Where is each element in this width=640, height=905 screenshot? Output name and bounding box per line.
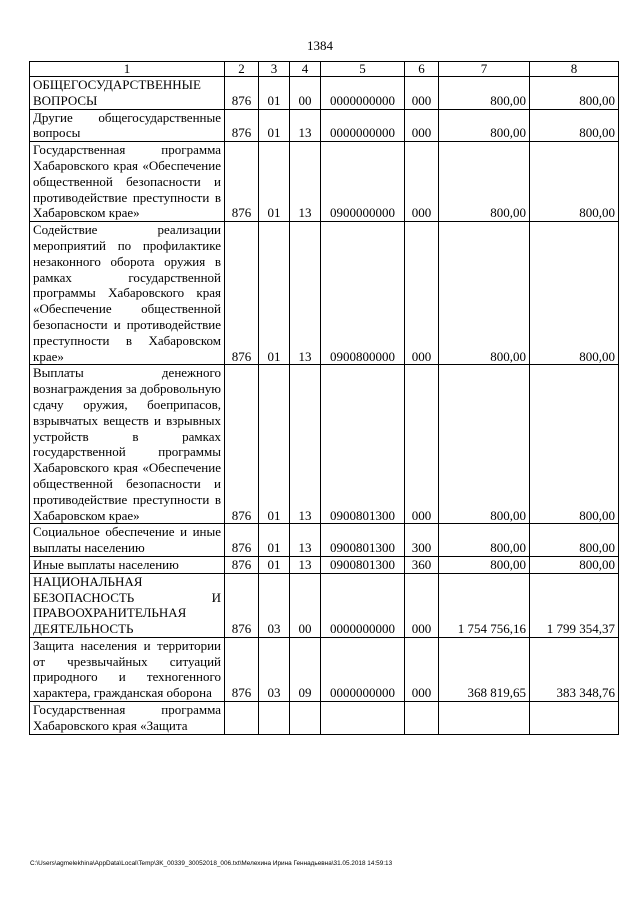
row-vr: 000 <box>405 222 439 365</box>
table-row <box>30 556 619 573</box>
row-ved: 876 <box>225 573 259 637</box>
file-path-footer: C:\Users\agmelekhina\AppData\Local\Temp\3K_00339_30052018_006.txt\Мелехина Ирина Геннадьевна\31.05.2018 14:59:13 <box>30 860 393 867</box>
row-sum-1: 800,00 <box>439 109 530 142</box>
header-cell: 7 <box>439 62 530 77</box>
row-sum-1: 800,00 <box>439 142 530 222</box>
row-ved: 876 <box>225 524 259 557</box>
row-vr: 360 <box>405 556 439 573</box>
row-csr: 0900801300 <box>321 365 405 524</box>
table-row <box>30 142 619 222</box>
row-vr: 000 <box>405 77 439 110</box>
row-name: Выплаты денежного вознаграждения за добровольную сдачу оружия, боеприпасов, взрывчатых веществ и взрывных устройств в рамках государственной программы Хабаровского края «Обеспечение общественной безопасности и противодействие преступности в Хабаровском крае» <box>30 365 225 524</box>
row-vr: 000 <box>405 142 439 222</box>
row-name: НАЦИОНАЛЬНАЯ БЕЗОПАСНОСТЬ И ПРАВООХРАНИТЕЛЬНАЯ ДЕЯТЕЛЬНОСТЬ <box>30 573 225 637</box>
row-pr: 00 <box>290 573 321 637</box>
row-sum-1: 1 754 756,16 <box>439 573 530 637</box>
row-sum-2: 383 348,76 <box>530 637 619 701</box>
row-sum-2: 800,00 <box>530 142 619 222</box>
row-pr: 09 <box>290 637 321 701</box>
row-csr: 0900000000 <box>321 142 405 222</box>
header-cell: 6 <box>405 62 439 77</box>
row-sum-2: 1 799 354,37 <box>530 573 619 637</box>
row-pr: 13 <box>290 556 321 573</box>
row-pr: 00 <box>290 77 321 110</box>
row-ved: 876 <box>225 365 259 524</box>
row-vr <box>405 702 439 735</box>
header-cell: 2 <box>225 62 259 77</box>
budget-table <box>29 61 619 735</box>
row-sum-1: 800,00 <box>439 556 530 573</box>
row-pr <box>290 702 321 735</box>
row-ved: 876 <box>225 77 259 110</box>
row-rz <box>259 702 290 735</box>
table-row <box>30 524 619 557</box>
row-sum-1: 368 819,65 <box>439 637 530 701</box>
row-name: Государственная программа Хабаровского края «Защита <box>30 702 225 735</box>
row-csr: 0000000000 <box>321 77 405 110</box>
row-sum-2: 800,00 <box>530 222 619 365</box>
row-rz: 03 <box>259 573 290 637</box>
row-sum-2: 800,00 <box>530 556 619 573</box>
row-sum-1: 800,00 <box>439 222 530 365</box>
row-ved: 876 <box>225 637 259 701</box>
row-sum-2 <box>530 702 619 735</box>
row-ved <box>225 702 259 735</box>
row-sum-1: 800,00 <box>439 524 530 557</box>
row-name: Иные выплаты населению <box>30 556 225 573</box>
row-ved: 876 <box>225 109 259 142</box>
row-pr: 13 <box>290 142 321 222</box>
header-cell: 5 <box>321 62 405 77</box>
row-name: ОБЩЕГОСУДАРСТВЕННЫЕ ВОПРОСЫ <box>30 77 225 110</box>
table-row <box>30 222 619 365</box>
row-csr: 0000000000 <box>321 573 405 637</box>
row-ved: 876 <box>225 142 259 222</box>
row-name: Содействие реализации мероприятий по профилактике незаконного оборота оружия в рамках государственной программы Хабаровского края «Обеспечение общественной безопасности и противодействие преступности в Хабаровском крае» <box>30 222 225 365</box>
table-header-row <box>30 62 619 77</box>
row-csr: 0900800000 <box>321 222 405 365</box>
row-csr <box>321 702 405 735</box>
row-pr: 13 <box>290 109 321 142</box>
row-vr: 300 <box>405 524 439 557</box>
row-name: Государственная программа Хабаровского края «Обеспечение общественной безопасности и противодействие преступности в Хабаровском крае» <box>30 142 225 222</box>
row-sum-1: 800,00 <box>439 365 530 524</box>
row-sum-1: 800,00 <box>439 77 530 110</box>
row-rz: 01 <box>259 77 290 110</box>
row-rz: 01 <box>259 524 290 557</box>
row-name: Защита населения и территории от чрезвычайных ситуаций природного и техногенного характера, гражданская оборона <box>30 637 225 701</box>
row-vr: 000 <box>405 365 439 524</box>
table-row <box>30 573 619 637</box>
row-rz: 01 <box>259 222 290 365</box>
row-vr: 000 <box>405 573 439 637</box>
row-pr: 13 <box>290 365 321 524</box>
row-ved: 876 <box>225 556 259 573</box>
row-csr: 0000000000 <box>321 637 405 701</box>
row-sum-2: 800,00 <box>530 524 619 557</box>
row-rz: 01 <box>259 142 290 222</box>
table-row <box>30 637 619 701</box>
page-number: 1384 <box>307 38 333 53</box>
row-vr: 000 <box>405 637 439 701</box>
row-rz: 03 <box>259 637 290 701</box>
header-cell: 1 <box>30 62 225 77</box>
row-csr: 0900801300 <box>321 556 405 573</box>
table-row <box>30 702 619 735</box>
row-sum-2: 800,00 <box>530 365 619 524</box>
row-pr: 13 <box>290 524 321 557</box>
row-rz: 01 <box>259 365 290 524</box>
row-vr: 000 <box>405 109 439 142</box>
header-cell: 4 <box>290 62 321 77</box>
table-row <box>30 109 619 142</box>
row-ved: 876 <box>225 222 259 365</box>
row-sum-1 <box>439 702 530 735</box>
header-cell: 3 <box>259 62 290 77</box>
table-row <box>30 77 619 110</box>
row-rz: 01 <box>259 109 290 142</box>
row-sum-2: 800,00 <box>530 77 619 110</box>
row-name: Социальное обеспечение и иные выплаты населению <box>30 524 225 557</box>
header-cell: 8 <box>530 62 619 77</box>
row-csr: 0900801300 <box>321 524 405 557</box>
row-name: Другие общегосударственные вопросы <box>30 109 225 142</box>
row-sum-2: 800,00 <box>530 109 619 142</box>
row-rz: 01 <box>259 556 290 573</box>
row-csr: 0000000000 <box>321 109 405 142</box>
row-pr: 13 <box>290 222 321 365</box>
table-row <box>30 365 619 524</box>
